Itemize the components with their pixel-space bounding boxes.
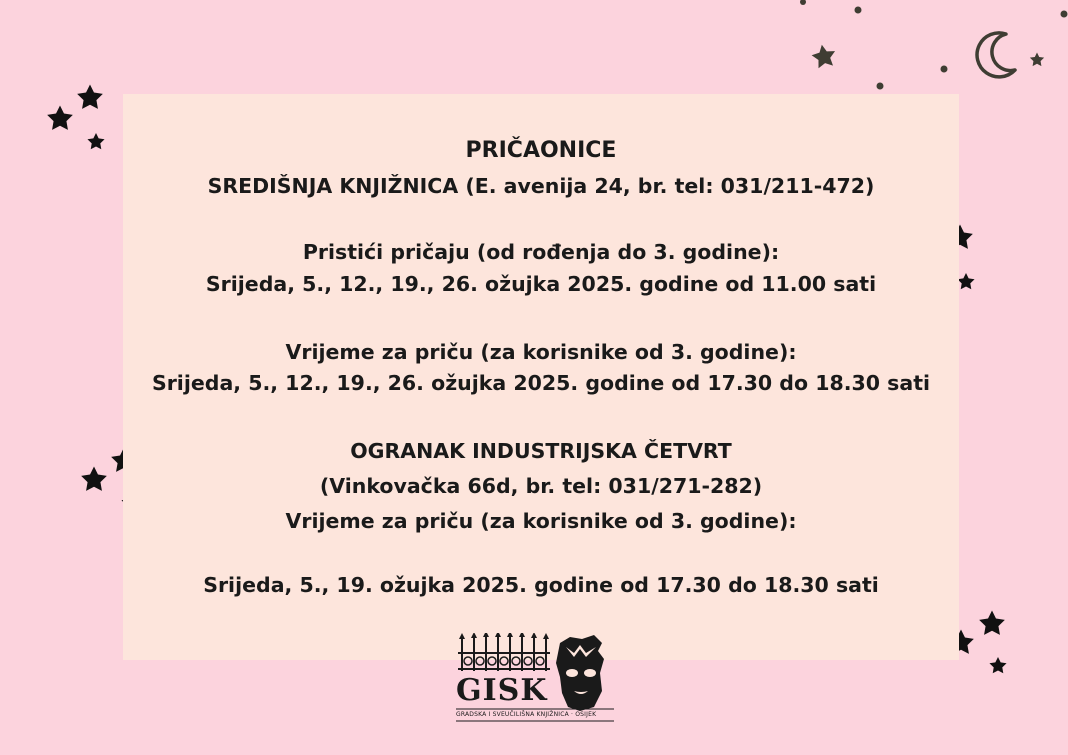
star-icon: [77, 85, 103, 109]
dot-icon: [877, 83, 884, 90]
star-icon: [957, 273, 974, 289]
star-icon: [810, 43, 837, 69]
program-time: Srijeda, 5., 12., 19., 26. ožujka 2025. godine od 11.00 sati: [205, 272, 877, 296]
star-icon: [87, 133, 104, 149]
branch-address: (Vinkovačka 66d, br. tel: 031/271-282): [319, 474, 763, 498]
program-name: Vrijeme za priču (za korisnike od 3. godine):: [285, 340, 797, 364]
star-icon: [81, 467, 107, 491]
star-icon: [989, 657, 1006, 673]
program-time: Srijeda, 5., 12., 19., 26. ožujka 2025. godine od 17.30 do 18.30 sati: [151, 371, 931, 395]
branch-heading: OGRANAK INDUSTRIJSKA ČETVRT: [350, 439, 732, 463]
notice-title: PRIČAONICE: [465, 138, 617, 163]
library-logo: [456, 633, 614, 725]
dot-icon: [800, 0, 806, 5]
star-icon: [1030, 53, 1044, 67]
star-icon: [47, 106, 73, 130]
logo-subtitle: GRADSKA I SVEUČILIŠNA KNJIŽNICA · OSIJEK: [456, 711, 597, 718]
dot-icon: [1061, 11, 1068, 18]
star-icon: [979, 611, 1005, 635]
central-library-heading: SREDIŠNJA KNJIŽNICA (E. avenija 24, br. tel: 031/211-472): [207, 174, 875, 198]
logo-text: GISK: [456, 673, 548, 708]
dot-icon: [941, 66, 948, 73]
program-time: Srijeda, 5., 19. ožujka 2025. godine od 17.30 do 18.30 sati: [203, 573, 879, 597]
notice-card: [123, 94, 959, 660]
dot-icon: [855, 7, 862, 14]
program-name: Pristići pričaju (od rođenja do 3. godine):: [302, 240, 780, 264]
star-cluster-left-top: [47, 85, 104, 150]
program-name: Vrijeme za priču (za korisnike od 3. godine):: [285, 509, 797, 533]
moon-icon: [977, 33, 1015, 77]
